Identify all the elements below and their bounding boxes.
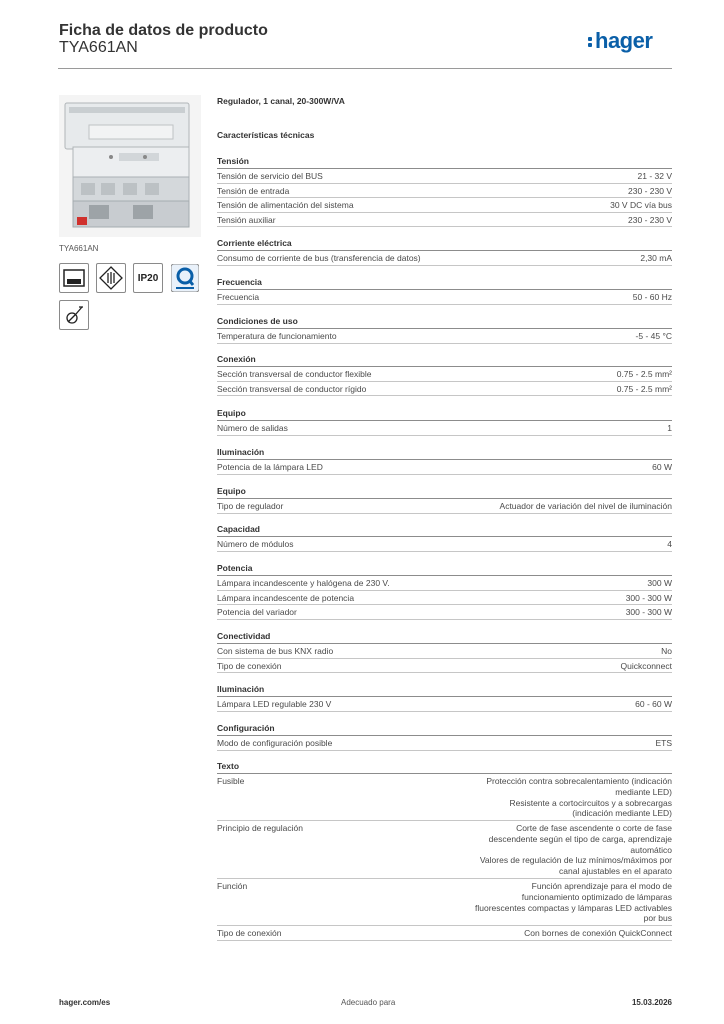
quicklink-icon <box>170 263 200 293</box>
text-label: Tipo de conexión <box>217 928 282 938</box>
spec-label: Modo de configuración posible <box>217 738 333 748</box>
spec-value: 300 - 300 W <box>625 592 672 603</box>
product-code: TYA661AN <box>59 39 138 56</box>
text-value-line: mediante LED) <box>615 786 672 797</box>
section-title: Equipo <box>217 408 246 418</box>
text-label: Principio de regulación <box>217 823 303 833</box>
spec-value: Quickconnect <box>620 660 672 671</box>
product-subtitle: Regulador, 1 canal, 20-300W/VA <box>217 96 345 106</box>
text-row <box>217 879 672 926</box>
spec-label: Lámpara LED regulable 230 V <box>217 699 332 709</box>
section-title: Configuración <box>217 723 275 733</box>
section-title: Tensión <box>217 156 249 166</box>
text-value <box>432 823 672 877</box>
dali-d-icon <box>96 263 126 293</box>
spec-value: 60 W <box>652 462 672 472</box>
section-title: Potencia <box>217 563 253 573</box>
spec-row <box>217 382 672 397</box>
spec-row <box>217 499 672 514</box>
spec-row <box>217 421 672 436</box>
spec-value: 21 - 32 V <box>637 171 672 181</box>
spec-row <box>217 198 672 213</box>
spec-label: Tensión de entrada <box>217 185 290 196</box>
spec-row <box>217 213 672 228</box>
ip20-icon: IP20 <box>133 263 163 293</box>
text-row <box>217 821 672 879</box>
spec-label: Frecuencia <box>217 292 260 302</box>
spec-row <box>217 736 672 751</box>
text-value-line: automático <box>630 844 672 855</box>
spec-value: 30 V DC vía bus <box>610 200 672 210</box>
spec-label: Número de módulos <box>217 539 294 549</box>
spec-row <box>217 644 672 659</box>
spec-row <box>217 537 672 552</box>
spec-value: Actuador de variación del nivel de iluminación <box>499 501 672 511</box>
header-divider <box>58 68 672 69</box>
text-value-line: Corte de fase ascendente o corte de fase <box>516 823 672 833</box>
spec-value: -5 - 45 °C <box>635 331 672 341</box>
dimmer-lamp-icon <box>59 300 89 330</box>
section-title: Iluminación <box>217 447 265 457</box>
logo-text: hager <box>595 28 653 53</box>
spec-label: Tipo de regulador <box>217 501 284 511</box>
spec-value: 230 - 230 V <box>628 214 672 225</box>
spec-label: Lámpara incandescente y halógena de 230 V. <box>217 578 390 588</box>
spec-label: Número de salidas <box>217 423 288 433</box>
spec-label: Tensión de servicio del BUS <box>217 171 323 181</box>
spec-value: 0.75 - 2.5 mm² <box>616 383 672 394</box>
text-row <box>217 926 672 941</box>
section-title: Frecuencia <box>217 277 262 287</box>
spec-label: Tensión de alimentación del sistema <box>217 200 354 210</box>
logo-dots-icon <box>588 35 594 49</box>
section-title: Texto <box>217 761 240 771</box>
spec-row <box>217 460 672 475</box>
spec-row <box>217 290 672 305</box>
text-value-line: Con bornes de conexión QuickConnect <box>524 928 672 938</box>
spec-value: 50 - 60 Hz <box>632 292 672 302</box>
footer-website[interactable]: hager.com/es <box>59 998 111 1007</box>
spec-row <box>217 605 672 620</box>
spec-row <box>217 659 672 674</box>
spec-value: 60 - 60 W <box>635 699 672 709</box>
spec-value: 230 - 230 V <box>628 185 672 196</box>
text-value-line: Protección contra sobrecalentamiento (indicación <box>486 776 672 786</box>
spec-value: ETS <box>655 738 672 748</box>
knx-icon <box>59 263 89 293</box>
spec-label: Consumo de corriente de bus (transferencia de datos) <box>217 253 421 263</box>
text-value-line: Función aprendizaje para el modo de <box>531 881 672 891</box>
spec-row <box>217 251 672 266</box>
text-value-line: descendente según el tipo de carga, aprendizaje <box>488 833 672 844</box>
spec-label: Con sistema de bus KNX radio <box>217 646 334 656</box>
spec-value: 2,30 mA <box>640 253 672 263</box>
product-device-illustration <box>59 95 201 237</box>
text-label: Función <box>217 881 248 891</box>
footer-date: 15.03.2026 <box>631 998 672 1007</box>
spec-row <box>217 576 672 591</box>
spec-row <box>217 697 672 712</box>
spec-row <box>217 169 672 184</box>
spec-row <box>217 184 672 199</box>
image-caption: TYA661AN <box>59 244 99 253</box>
spec-row <box>217 329 672 344</box>
text-value-line: Valores de regulación de luz mínimos/máximos por <box>479 855 672 866</box>
section-title: Conectividad <box>217 631 271 641</box>
text-value-line: fluorescentes compactas y lámparas LED activables <box>474 902 672 913</box>
spec-label: Tipo de conexión <box>217 660 282 671</box>
spec-label: Temperatura de funcionamiento <box>217 331 337 341</box>
spec-row <box>217 591 672 606</box>
spec-label: Potencia de la lámpara LED <box>217 462 323 472</box>
text-value-line: canal ajustables en el aparato <box>559 866 672 877</box>
product-image <box>59 95 201 237</box>
text-label: Fusible <box>217 776 245 786</box>
section-title: Iluminación <box>217 684 265 694</box>
spec-label: Lámpara incandescente de potencia <box>217 592 355 603</box>
spec-value: 1 <box>667 423 672 433</box>
spec-value: 300 - 300 W <box>625 607 672 617</box>
section-title: Conexión <box>217 354 256 364</box>
text-value-line: Resistente a cortocircuitos y a sobrecargas <box>509 797 672 808</box>
spec-label: Sección transversal de conductor flexible <box>217 369 372 379</box>
spec-label: Potencia del variador <box>217 607 297 617</box>
text-value <box>432 928 672 939</box>
text-value-line: (indicación mediante LED) <box>572 808 672 819</box>
spec-value: 300 W <box>647 578 672 588</box>
section-title: Capacidad <box>217 524 260 534</box>
text-value <box>432 881 672 924</box>
page-title: Ficha de datos de producto <box>59 22 268 39</box>
text-row <box>217 774 672 821</box>
text-value-line: por bus <box>643 913 672 924</box>
spec-value: 4 <box>667 539 672 549</box>
spec-label: Sección transversal de conductor rígido <box>217 383 367 394</box>
text-value <box>432 776 672 819</box>
spec-label: Tensión auxiliar <box>217 214 276 225</box>
spec-value: 0.75 - 2.5 mm² <box>616 369 672 379</box>
hager-logo <box>588 28 652 54</box>
technical-features-heading: Características técnicas <box>217 130 315 140</box>
footer-suitable-for: Adecuado para <box>341 998 396 1007</box>
spec-value: No <box>661 646 672 656</box>
section-title: Corriente eléctrica <box>217 238 292 248</box>
spec-row <box>217 367 672 382</box>
section-title: Condiciones de uso <box>217 316 298 326</box>
text-value-line: funcionamiento optimizado de lámparas <box>521 891 672 902</box>
section-title: Equipo <box>217 486 246 496</box>
